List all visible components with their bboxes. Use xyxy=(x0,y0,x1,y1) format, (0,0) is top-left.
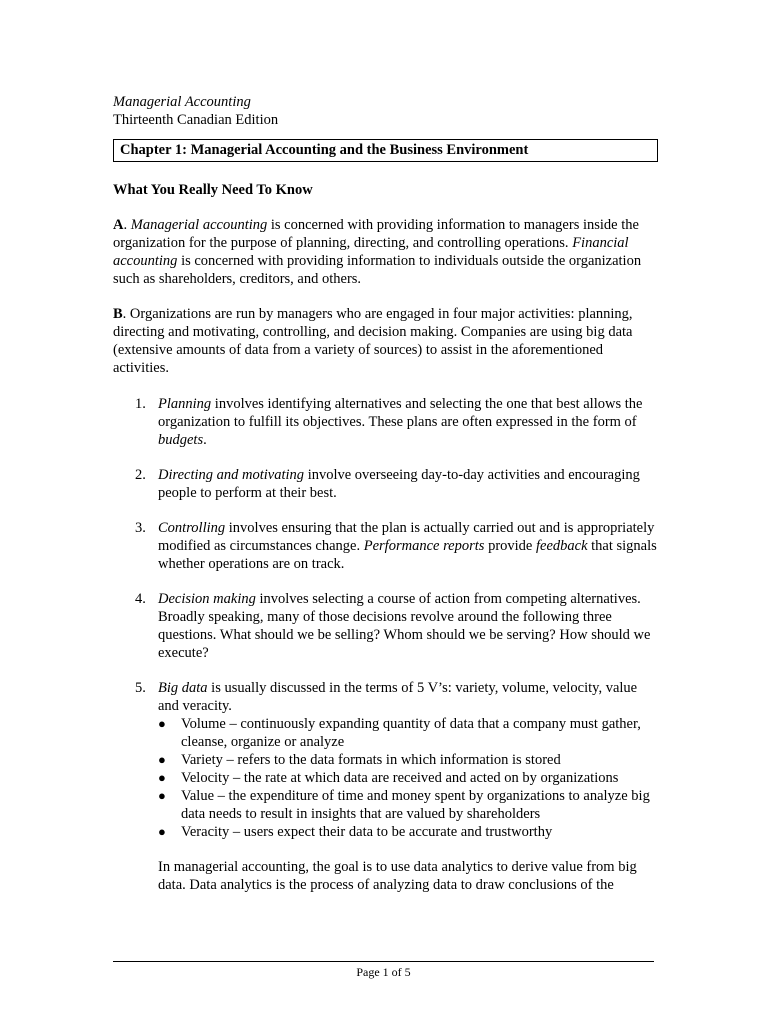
closing-paragraph: In managerial accounting, the goal is to use data analytics to derive value from big data. Data analytics is the process of analyzing data to draw conclusions of the xyxy=(158,859,637,893)
paragraph-a-letter: A xyxy=(113,217,124,233)
bullet-text: Velocity – the rate at which data are received and acted on by organizations xyxy=(181,770,619,786)
book-edition: Thirteenth Canadian Edition xyxy=(113,112,279,128)
book-title: Managerial Accounting xyxy=(113,94,251,110)
five-vs-list xyxy=(158,715,658,841)
bullet-text: Volume – continuously expanding quantity of data that a company must gather, cleanse, organize or analyze xyxy=(181,716,641,750)
list-item-text: involves selecting a course of action from competing alternatives. Broadly speaking, many of those decisions revolve around the following three questions. What should we be selling? Whom should we be serving? How should we execute? xyxy=(158,591,651,661)
term-decision-making: Decision making xyxy=(158,591,256,607)
term-financial-accounting: Financial accounting xyxy=(113,235,629,269)
bullet-text: Value – the expenditure of time and money spent by organizations to analyze big data needs to result in insights that are valued by shareholders xyxy=(181,788,650,822)
list-item-text: involves ensuring that the plan is actually carried out and is appropriately modified as circumstances change. xyxy=(158,520,655,554)
term-planning: Planning xyxy=(158,396,212,412)
document-page xyxy=(113,93,658,894)
list-item xyxy=(158,769,658,787)
bullet-icon: ● xyxy=(158,824,166,839)
list-item-text: provide xyxy=(484,538,536,554)
list-number: 2. xyxy=(135,467,146,483)
term-controlling: Controlling xyxy=(158,520,226,536)
list-item xyxy=(158,715,658,751)
list-item-directing xyxy=(113,466,658,502)
bullet-icon: ● xyxy=(158,716,166,731)
list-item xyxy=(158,787,658,823)
paragraph-a xyxy=(113,216,658,288)
activities-list xyxy=(113,395,658,894)
page-number: Page 1 of 5 xyxy=(356,965,411,979)
list-number: 3. xyxy=(135,520,146,536)
term-budgets: budgets xyxy=(158,432,204,448)
paragraph-b xyxy=(113,305,658,377)
list-item-decision-making xyxy=(113,590,658,662)
list-number: 5. xyxy=(135,680,146,696)
term-directing-motivating: Directing and motivating xyxy=(158,467,305,483)
list-item-text: involves identifying alternatives and selecting the one that best allows the organization to fulfill its objectives. These plans are often expressed in the form of xyxy=(158,396,643,430)
term-managerial-accounting: Managerial accounting xyxy=(130,217,268,233)
term-big-data: Big data xyxy=(158,680,208,696)
paragraph-a-sep: . xyxy=(123,217,131,233)
list-item-big-data xyxy=(113,679,658,894)
paragraph-b-letter: B xyxy=(113,306,123,322)
bullet-text: Veracity – users expect their data to be accurate and trustworthy xyxy=(181,824,553,840)
list-item xyxy=(158,751,658,769)
paragraph-a-text2: is concerned with providing information to individuals outside the organization such as shareholders, creditors, and others. xyxy=(113,253,642,287)
list-item-planning xyxy=(113,395,658,449)
list-item-text: involve overseeing day-to-day activities and encouraging people to perform at their best. xyxy=(158,467,640,501)
paragraph-a-text1: is concerned with providing information to managers inside the organization for the purpose of planning, directing, and controlling operations. xyxy=(113,217,639,251)
list-item xyxy=(158,823,658,841)
bullet-icon: ● xyxy=(158,770,166,785)
section-heading: What You Really Need To Know xyxy=(113,182,313,198)
list-item-controlling xyxy=(113,519,658,573)
list-item-text: is usually discussed in the terms of 5 V’s: variety, volume, velocity, value and veracity. xyxy=(158,680,638,714)
term-performance-reports: Performance reports xyxy=(363,538,485,554)
list-item-end: . xyxy=(203,432,207,448)
term-feedback: feedback xyxy=(535,538,588,554)
list-item-text: that signals whether operations are on track. xyxy=(158,538,657,572)
bullet-icon: ● xyxy=(158,788,166,803)
chapter-title-box: Chapter 1: Managerial Accounting and the Business Environment xyxy=(113,139,658,162)
bullet-icon: ● xyxy=(158,752,166,767)
list-number: 4. xyxy=(135,591,146,607)
paragraph-b-text: . Organizations are run by managers who are engaged in four major activities: planning, directing and motivating, controlling, and decision making. Companies are using big data (extensive amounts of data from a variety of sources) to assist in the aforementioned activities. xyxy=(113,306,633,376)
list-number: 1. xyxy=(135,396,146,412)
bullet-text: Variety – refers to the data formats in which information is stored xyxy=(181,752,561,768)
footer-divider xyxy=(113,961,654,962)
